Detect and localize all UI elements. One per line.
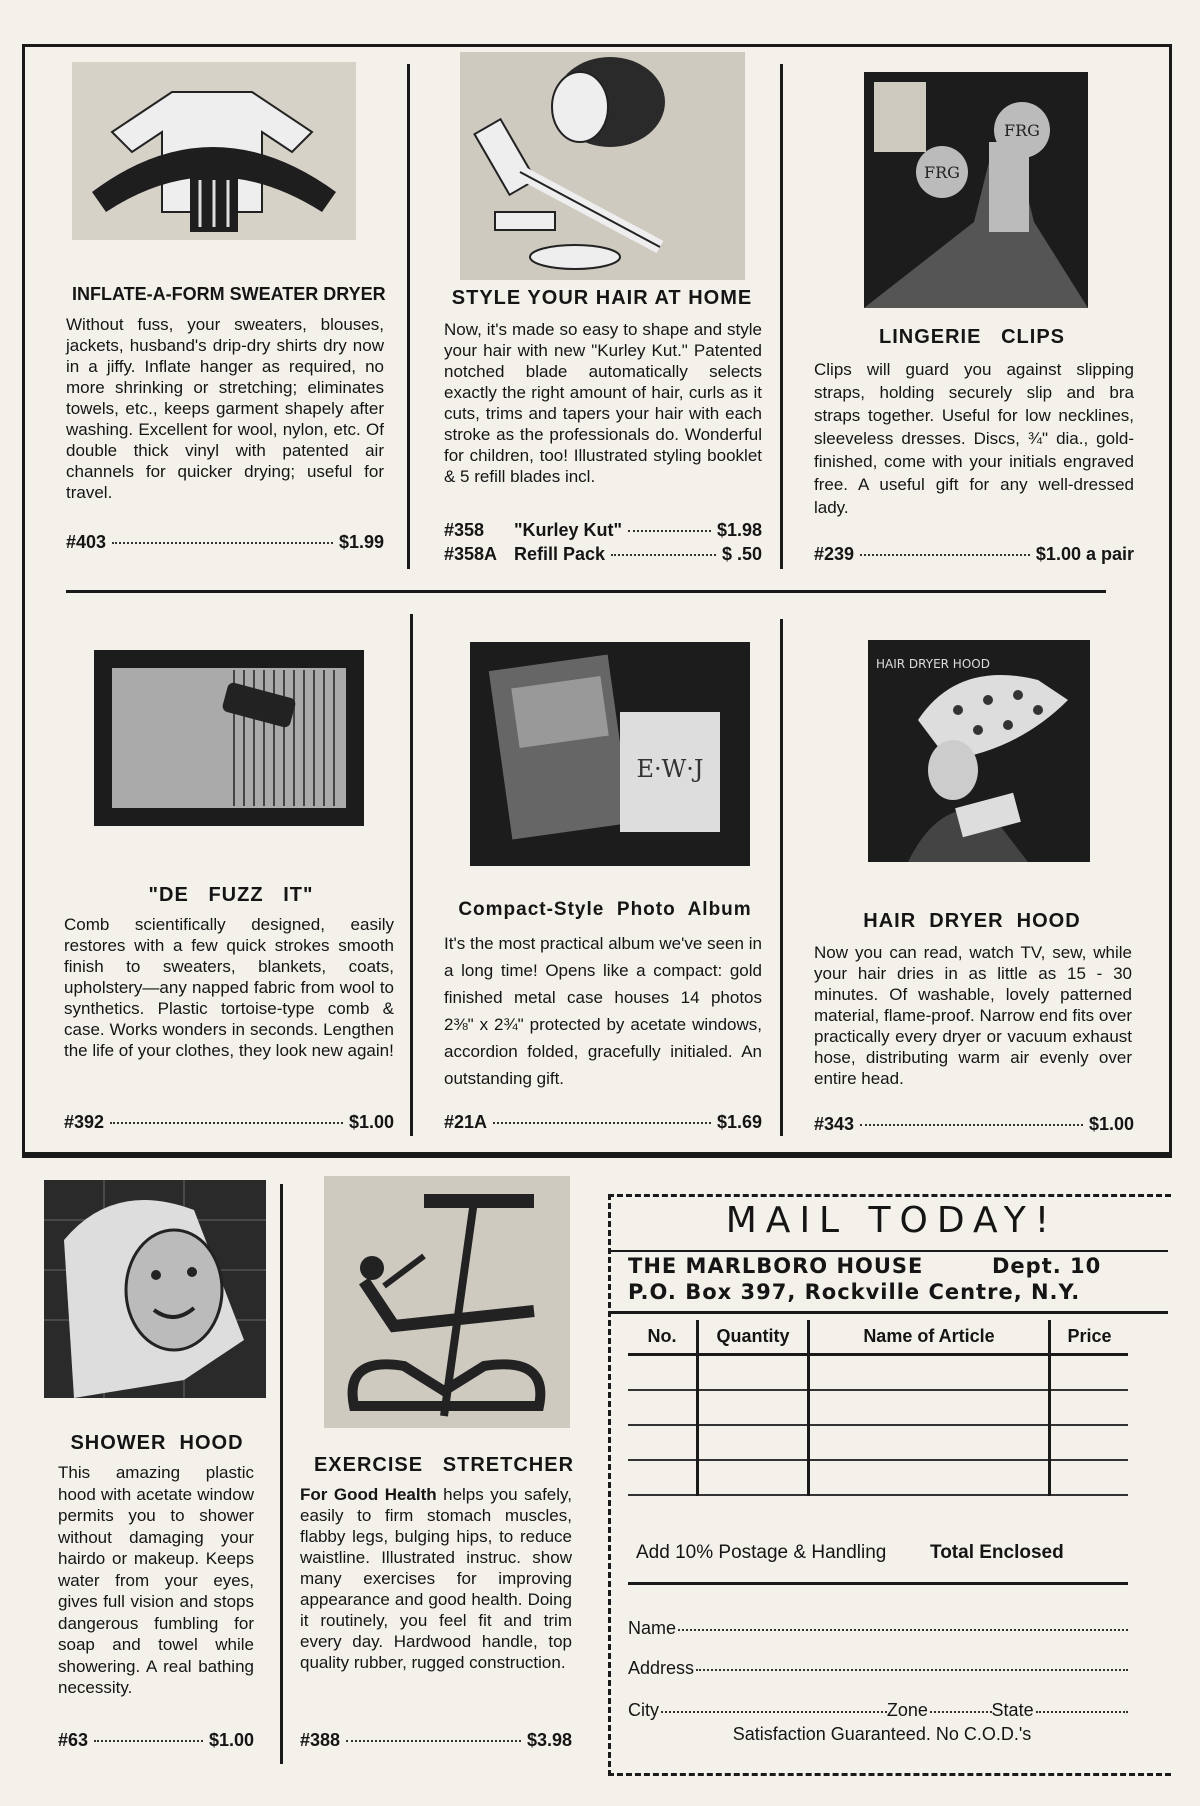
address-label: Address: [628, 1658, 695, 1678]
col-divider: [780, 64, 783, 569]
zone-blank[interactable]: [930, 1711, 992, 1713]
name-field[interactable]: [628, 1618, 1128, 1639]
hair-dryer-hood-description: Now you can read, watch TV, sew, while your hair dries in as little as 15 - 30 minutes. Of washable, lovely patterned material, flame-proof. Narrow end fits over practically every dryer or vacuum exhaust hose, distributing warm air evenly over entire head.: [814, 943, 1132, 1088]
item-name: Refill Pack: [514, 544, 606, 564]
form-divider: [610, 1311, 1168, 1314]
item-number: #358: [444, 520, 485, 540]
de-fuzz-description: Comb scientifically designed, easily restores with a few quick strokes smooth finish to sweaters, blankets, coats, upholstery—any napped fabric from wool to synthetics. Plastic tortoise-type comb & case. Works wonders in seconds. Lengthen the life of your clothes, they look new again!: [64, 915, 394, 1060]
lingerie-clips-title: LINGERIE CLIPS: [878, 326, 1066, 348]
row-divider-2: [22, 1152, 1169, 1155]
state-blank[interactable]: [1036, 1711, 1128, 1713]
company-name: THE MARLBORO HOUSE: [628, 1254, 924, 1278]
mail-today-heading: MAIL TODAY!: [725, 1200, 1059, 1241]
leader-dots: [860, 554, 1030, 556]
leader-dots: [112, 542, 333, 544]
shower-hood-image: [44, 1180, 266, 1398]
disc-monogram-2: FRG: [924, 163, 960, 182]
item-number: #63: [58, 1730, 89, 1750]
sweater-dryer-title: INFLATE-A-FORM SWEATER DRYER: [72, 284, 386, 304]
mailing-address: P.O. Box 397, Rockville Centre, N.Y.: [628, 1280, 1081, 1304]
article-cell[interactable]: [809, 1425, 1050, 1460]
leader-dots: [860, 1124, 1083, 1126]
col-no: No.: [628, 1320, 698, 1355]
album-monogram: E·W·J: [636, 755, 704, 783]
col-divider: [780, 619, 783, 1136]
leader-dots: [628, 530, 711, 532]
article-cell[interactable]: [809, 1390, 1050, 1425]
sweater-dryer-image: [72, 62, 356, 240]
style-hair-title: STYLE YOUR HAIR AT HOME: [451, 287, 753, 309]
col-divider: [410, 614, 413, 1136]
order-table: [628, 1320, 1128, 1496]
leader-dots: [94, 1740, 203, 1742]
photo-album-description: It's the most practical album we've seen in a long time! Opens like a compact: gold finished metal case houses 14 photos 2⅜" x 2¾" protected by acetate windows, accordion folded, gracefully initialed. An outstanding gift.: [444, 934, 762, 1088]
price-cell[interactable]: [1050, 1460, 1129, 1495]
exercise-stretcher-price-row: [300, 1730, 572, 1751]
no-cell[interactable]: [628, 1355, 698, 1391]
disc-monogram-1: FRG: [1004, 121, 1040, 140]
shower-hood-description: This amazing plastic hood with acetate window permits you to shower without damaging your hairdo or makeup. Keeps water from your eyes, gives full vision and stops dangerous fumbling for soap and towel while showering. A real bathing necessity.: [58, 1463, 254, 1697]
name-label: Name: [628, 1618, 677, 1638]
no-cell[interactable]: [628, 1425, 698, 1460]
photo-album-image: [470, 642, 750, 866]
leader-dots: [611, 554, 716, 556]
item-price: $1.69: [716, 1112, 762, 1132]
no-cell[interactable]: [628, 1390, 698, 1425]
col-divider: [280, 1184, 283, 1764]
item-number: #343: [814, 1114, 855, 1134]
photo-album-price-row: [444, 1112, 762, 1133]
zone-label: Zone: [886, 1700, 928, 1720]
item-price: $3.98: [526, 1730, 572, 1750]
lead-text: For Good Health: [300, 1485, 437, 1504]
shower-hood-price-row: [58, 1730, 254, 1751]
sweater-dryer-price-row: [66, 532, 384, 553]
hair-dryer-hood-title: HAIR DRYER HOOD: [863, 910, 1081, 932]
ad-page: [22, 44, 1172, 1780]
order-row[interactable]: [628, 1390, 1128, 1425]
kurley-kut-price-row: [444, 520, 762, 541]
quantity-cell[interactable]: [698, 1355, 809, 1391]
quantity-cell[interactable]: [698, 1390, 809, 1425]
order-row[interactable]: [628, 1355, 1128, 1391]
item-number: #388: [300, 1730, 341, 1750]
item-number: #403: [66, 532, 107, 552]
no-cell[interactable]: [628, 1460, 698, 1495]
kurley-kut-image: [460, 52, 745, 280]
exercise-stretcher-image: [324, 1176, 570, 1428]
description-text: helps you safely, easily to firm stomach muscles, flabby legs, bulging hips, to reduce waistline. Illustrated instruc. show many exercises for improving appearance and good health. Doing it routinely, you feel fit and trim every day. Hardwood handle, top quality rubber, rugged construction.: [300, 1485, 572, 1672]
price-cell[interactable]: [1050, 1425, 1129, 1460]
item-number: #239: [814, 544, 855, 564]
quantity-cell[interactable]: [698, 1425, 809, 1460]
photo-album-title: Compact-Style Photo Album: [458, 899, 752, 920]
quantity-cell[interactable]: [698, 1460, 809, 1495]
city-label: City: [628, 1700, 659, 1720]
form-divider: [628, 1582, 1128, 1585]
item-price: $ .50: [721, 544, 762, 564]
de-fuzz-title: "DE FUZZ IT": [148, 884, 314, 906]
leader-dots: [346, 1740, 521, 1742]
total-enclosed-label: Total Enclosed: [930, 1542, 1064, 1563]
address-blank[interactable]: [696, 1669, 1128, 1671]
item-price: $1.00: [1088, 1114, 1134, 1134]
order-row[interactable]: [628, 1460, 1128, 1495]
item-price: $1.00: [348, 1112, 394, 1132]
shower-hood-title: SHOWER HOOD: [70, 1432, 244, 1454]
order-table-header: [628, 1320, 1128, 1355]
lingerie-clips-price-row: [814, 544, 1134, 565]
address-field[interactable]: [628, 1658, 1128, 1679]
city-blank[interactable]: [661, 1711, 887, 1713]
guarantee-note: Satisfaction Guaranteed. No C.O.D.'s: [732, 1724, 1032, 1744]
lingerie-clips-image: [864, 72, 1088, 308]
sweater-dryer-description: Without fuss, your sweaters, blouses, jackets, husband's drip-dry shirts dry now in a jiffy. Inflate hanger as required, no more shrinking or stretching; eliminates towels, etc., keeps garment shapely after washing. Excellent for wool, nylon, etc. Of double thick vinyl with patented air channels for quicker drying; useful for travel.: [66, 315, 384, 502]
col-article: Name of Article: [809, 1320, 1050, 1355]
exercise-stretcher-description: [300, 1484, 572, 1673]
state-label: State: [991, 1700, 1034, 1720]
postage-note: Add 10% Postage & Handling: [636, 1542, 887, 1563]
name-blank[interactable]: [678, 1629, 1128, 1631]
article-cell[interactable]: [809, 1460, 1050, 1495]
style-hair-description: Now, it's made so easy to shape and style your hair with new "Kurley Kut." Patented notched blade automatically selects exactly the right amount of hair, curls as it cuts, trims and tapers your hair with each stroke as the professionals do. Wonderful for children, too! Illustrated styling booklet & 5 refill blades incl.: [444, 320, 762, 486]
item-number: #358A: [444, 544, 498, 564]
leader-dots: [493, 1122, 711, 1124]
price-cell[interactable]: [1050, 1390, 1129, 1425]
item-number: #392: [64, 1112, 105, 1132]
exercise-stretcher-title: EXERCISE STRETCHER: [313, 1454, 575, 1476]
leader-dots: [110, 1122, 343, 1124]
dept-label: Dept. 10: [992, 1254, 1102, 1278]
row-divider-1: [66, 590, 1106, 593]
col-divider: [407, 64, 410, 569]
city-zone-state-field[interactable]: [628, 1700, 1128, 1721]
refill-pack-price-row: [444, 544, 762, 565]
col-price: Price: [1050, 1320, 1129, 1355]
de-fuzz-price-row: [64, 1112, 394, 1133]
item-price: $1.98: [716, 520, 762, 540]
item-price: $1.99: [338, 532, 384, 552]
form-divider: [610, 1250, 1168, 1252]
hair-dryer-hood-price-row: [814, 1114, 1134, 1135]
price-cell[interactable]: [1050, 1355, 1129, 1391]
item-number: #21A: [444, 1112, 488, 1132]
item-price: $1.00 a pair: [1035, 544, 1134, 564]
image-caption: HAIR DRYER HOOD: [876, 657, 990, 671]
col-quantity: Quantity: [698, 1320, 809, 1355]
item-price: $1.00: [208, 1730, 254, 1750]
order-row[interactable]: [628, 1425, 1128, 1460]
de-fuzz-image: [94, 650, 364, 826]
article-cell[interactable]: [809, 1355, 1050, 1391]
hair-dryer-hood-image: [868, 640, 1090, 862]
lingerie-clips-description: Clips will guard you against slipping straps, holding securely slip and bra straps together. Useful for low necklines, sleeveless dresses. Discs, ¾" dia., gold-finished, come with your initials engraved free. A useful gift for any well-dressed lady.: [814, 360, 1134, 517]
item-name: "Kurley Kut": [514, 520, 623, 540]
